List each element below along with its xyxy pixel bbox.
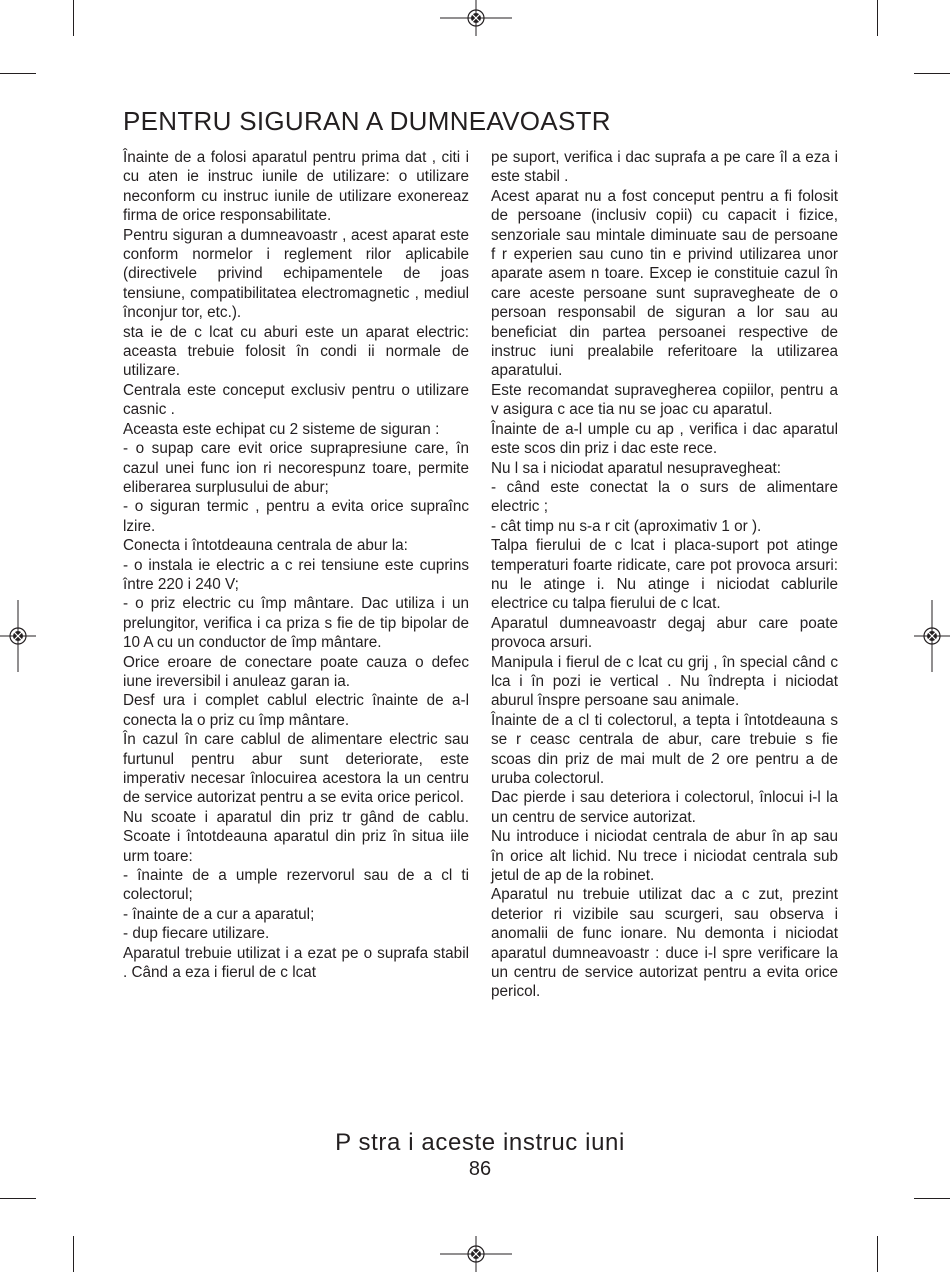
crop-mark — [914, 1198, 950, 1199]
registration-mark-right — [914, 600, 950, 672]
paragraph: - o instala ie electric a c rei tensiune este cuprins între 220 i 240 V; — [123, 556, 469, 593]
crop-mark — [0, 73, 36, 74]
paragraph: Desf ura i complet cablul electric înainte de a-l conecta la o priz cu împ mântare. — [123, 692, 469, 729]
paragraph: sta ie de c lcat cu aburi este un aparat electric: aceasta trebuie folosit în condi ii normale de utilizare. — [123, 323, 469, 380]
paragraph: Talpa fierului de c lcat i placa-suport pot atinge temperaturi foarte ridicate, care pot provoca arsuri: nu le atinge i. Nu atinge i niciodat cablurile electrice cu talpa fierului de c lcat. — [491, 537, 838, 613]
registration-mark-bottom — [440, 1236, 512, 1272]
paragraph: Înainte de a-l umple cu ap , verifica i dac aparatul este scos din priz i dac este rece. — [491, 420, 838, 458]
paragraph: Înainte de a cl ti colectorul, a tepta i întotdeauna s se r ceasc centrala de abur, care trebuie s fie scoas din priz de mai mult de 2 ore pentru a de uruba colectorul. — [491, 711, 838, 787]
paragraph: - o priz electric cu împ mântare. Dac utiliza i un prelungitor, verifica i ca priza s fie de tip bipolar de 10 A cu un conductor de împ mântare. — [123, 595, 469, 652]
paragraph: - dup fiecare utilizare. — [123, 925, 270, 943]
paragraph: Aparatul nu trebuie utilizat dac a c zut, prezint deterior ri vizibile sau scurgeri, sau observa i anomalii de func ionare. Nu demonta i niciodat aparatul dumneavoastr : duce i-l spre verificare la un centru de service autorizat pentru a evita orice pericol. — [491, 886, 838, 1001]
paragraph: Dac pierde i sau deteriora i colectorul, înlocui i-l la un centru de service autorizat. — [491, 789, 838, 826]
paragraph: - o supap care evit orice suprapresiune care, în cazul unei func ion ri necorespunz toare, permite eliberarea surplusului de abur; — [123, 440, 469, 496]
registration-mark-left — [0, 600, 36, 672]
paragraph: Aparatul trebuie utilizat i a ezat pe o suprafa stabil . Când a eza i fierul de c lcat — [123, 944, 469, 982]
page-title: PENTRU SIGURAN A DUMNEAVOASTR — [123, 106, 611, 136]
paragraph: pe suport, verifica i dac suprafa a pe care îl a eza i este stabil . — [491, 149, 838, 186]
paragraph: Nu scoate i aparatul din priz tr gând de cablu. Scoate i întotdeauna aparatul din priz în situa iile urm toare: — [123, 808, 469, 865]
paragraph: Conecta i întotdeauna centrala de abur la: — [123, 537, 408, 555]
right-column — [491, 148, 838, 1002]
paragraph: Acest aparat nu a fost conceput pentru a fi folosit de persoane (inclusiv copii) cu capacit i fizice, senzoriale sau mintale diminuate sau de persoane f r experien sau cuno tin e privind utilizarea unor aparate asem n toare. Excep ie constituie cazul în care aceste persoane sunt supravegheate de o persoan responsabil de siguran a lor sau au beneficiat din partea persoanei respective de instruc iuni prealabile referitoare la utilizarea aparatului. — [491, 187, 838, 380]
paragraph: - când este conectat la o surs de alimentare electric ; — [491, 478, 838, 516]
registration-mark-top — [440, 0, 512, 36]
footer-title: P stra i aceste instruc iuni — [335, 1129, 625, 1156]
paragraph: În cazul în care cablul de alimentare electric sau furtunul pentru abur sunt deteriorate, este imperativ necesar înlocuirea acestora la un centru de service autorizat pentru a se evita orice pericol. — [123, 731, 469, 807]
crop-mark — [877, 0, 878, 36]
paragraph: Înainte de a folosi aparatul pentru prima dat , citi i cu aten ie instruc iunile de utilizare: o utilizare neconform cu instruc iunile de utilizare exonereaz firma de orice responsabilitate. — [123, 149, 469, 225]
paragraph: Pentru siguran a dumneavoastr , acest aparat este conform normelor i reglement rilor aplicabile (directivele privind echipamentele de joas tensiune, compatibilitatea electromagnetic , mediul înconjur tor, etc.). — [123, 226, 469, 322]
page-number: 86 — [468, 1158, 492, 1180]
paragraph: - înainte de a cur a aparatul; — [123, 905, 315, 923]
crop-mark — [0, 1198, 36, 1199]
paragraph: Este recomandat supravegherea copiilor, pentru a v asigura c ace tia nu se joac cu aparatul. — [491, 381, 838, 419]
crop-mark — [877, 1236, 878, 1272]
paragraph: Manipula i fierul de c lcat cu grij , în special când c lca i în pozi ie vertical . Nu îndrepta i niciodat aburul înspre persoane sau animale. — [491, 653, 838, 710]
paragraph: Nu introduce i niciodat centrala de abur în ap sau în orice alt lichid. Nu trece i niciodat centrala sub jetul de ap de la robinet. — [491, 828, 838, 885]
left-column — [123, 148, 469, 982]
crop-mark — [73, 0, 74, 36]
paragraph: Centrala este conceput exclusiv pentru o utilizare casnic . — [123, 381, 469, 419]
crop-mark — [73, 1236, 74, 1272]
paragraph: Aparatul dumneavoastr degaj abur care poate provoca arsuri. — [491, 614, 838, 652]
crop-mark — [914, 73, 950, 74]
paragraph: Orice eroare de conectare poate cauza o defec iune ireversibil i anuleaz garan ia. — [123, 653, 469, 690]
paragraph: - cât timp nu s-a r cit (aproximativ 1 or ). — [491, 517, 762, 535]
paragraph: Aceasta este echipat cu 2 sisteme de siguran : — [123, 420, 440, 438]
paragraph: - o siguran termic , pentru a evita orice supraînc lzire. — [123, 498, 469, 535]
paragraph: - înainte de a umple rezervorul sau de a cl ti colectorul; — [123, 867, 469, 904]
paragraph: Nu l sa i niciodat aparatul nesupravegheat: — [491, 459, 781, 477]
